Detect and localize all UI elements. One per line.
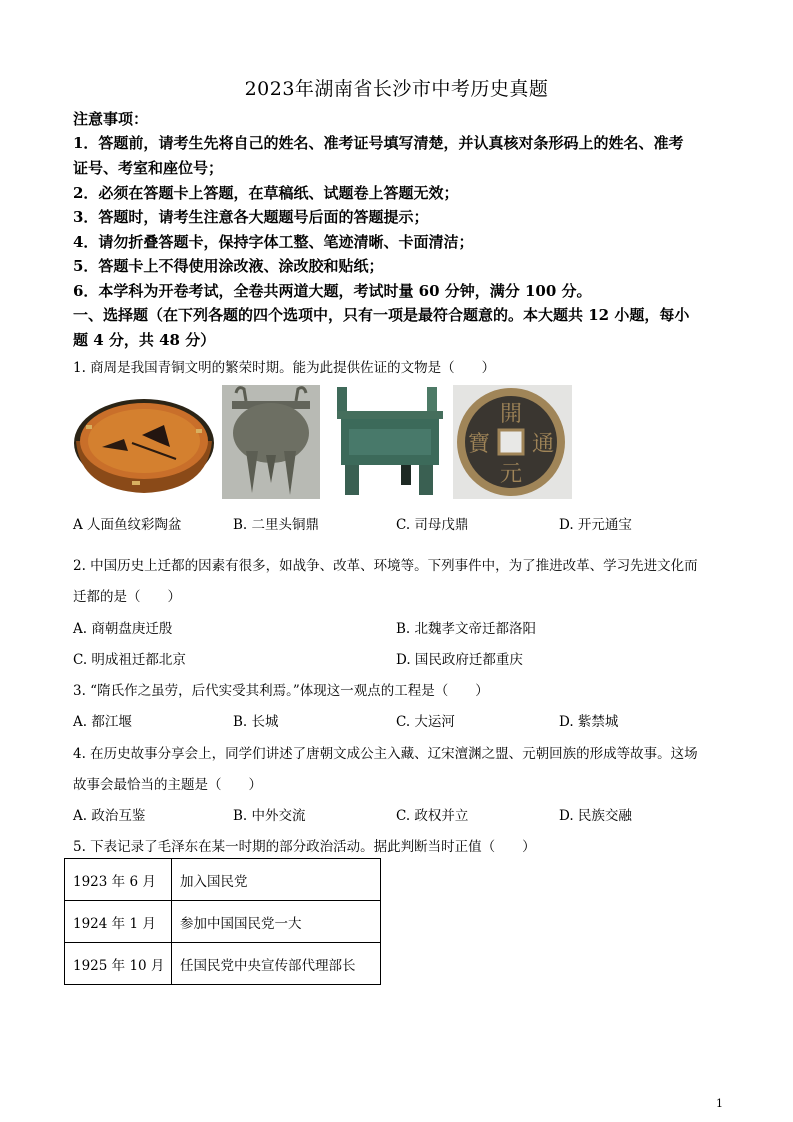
question-4-stem: 4. 在历史故事分享会上，同学们讲述了唐朝文成公主入藏、辽宋澶渊之盟、元朝回族的形成等故事。这场 <box>73 746 698 762</box>
table-cell-activity: 任国民党中央宣传部代理部长 <box>172 943 381 985</box>
q3-option-d[interactable]: D. 紫禁城 <box>559 714 619 730</box>
notice-item: 4．请勿折叠答题卡，保持字体工整、笔迹清晰、卡面清洁； <box>73 233 474 251</box>
table-row <box>65 901 381 943</box>
q1-option-b[interactable]: B. 二里头铜鼎 <box>233 517 320 533</box>
q2-option-b[interactable]: B. 北魏孝文帝迁都洛阳 <box>396 621 537 637</box>
q4-option-c[interactable]: C. 政权并立 <box>396 808 469 824</box>
table-cell-date: 1925 年 10 月 <box>65 943 172 985</box>
svg-text:寶: 寶 <box>467 432 491 457</box>
question-4-stem-cont: 故事会最恰当的主题是（ ） <box>73 777 262 793</box>
table-cell-activity: 参加中国国民党一大 <box>172 901 381 943</box>
q2-option-a[interactable]: A. 商朝盘庚迁殷 <box>73 621 173 637</box>
svg-text:通: 通 <box>531 432 555 457</box>
question-1-stem: 1. 商周是我国青铜文明的繁荣时期。能为此提供佐证的文物是（ ） <box>73 360 496 376</box>
q1-option-a[interactable]: A 人面鱼纹彩陶盆 <box>73 517 182 533</box>
q4-option-a[interactable]: A. 政治互鉴 <box>73 808 146 824</box>
section-heading-cont: 题 4 分，共 48 分） <box>73 331 216 349</box>
page-title: 2023年湖南省长沙市中考历史真题 <box>244 78 549 100</box>
kaiyuan-tongbao-image <box>453 385 572 499</box>
q2-option-d[interactable]: D. 国民政府迁都重庆 <box>396 652 523 668</box>
q3-option-a[interactable]: A. 都江堰 <box>73 714 132 730</box>
activity-table <box>64 858 381 985</box>
q2-option-c[interactable]: C. 明成祖迁都北京 <box>73 652 186 668</box>
q3-option-c[interactable]: C. 大运河 <box>396 714 455 730</box>
question-3-stem: 3. “隋氏作之虽劳，后代实受其利焉。”体现这一观点的工程是（ ） <box>73 683 489 699</box>
section-heading: 一、选择题（在下列各题的四个选项中，只有一项是最符合题意的。本大题共 12 小题，每小 <box>73 306 690 324</box>
notice-item: 1．答题前，请考生先将自己的姓名、准考证号填写清楚，并认真核对条形码上的姓名、准考 <box>73 134 684 152</box>
erlitou-ding-image <box>222 385 320 499</box>
notice-item: 3．答题时，请考生注意各大题题号后面的答题提示； <box>73 208 429 226</box>
table-cell-date: 1923 年 6 月 <box>65 859 172 901</box>
notice-item: 2．必须在答题卡上答题，在草稿纸、试题卷上答题无效； <box>73 184 459 202</box>
question-2-stem: 2. 中国历史上迁都的因素有很多，如战争、改革、环境等。下列事件中，为了推进改革、学习先进文化而 <box>73 558 698 574</box>
notice-item: 6．本学科为开卷考试，全卷共两道大题，考试时量 60 分钟，满分 100 分。 <box>73 282 592 300</box>
q1-option-c[interactable]: C. 司母戊鼎 <box>396 517 469 533</box>
q1-option-d[interactable]: D. 开元通宝 <box>559 517 632 533</box>
notice-item: 证号、考室和座位号； <box>73 159 224 177</box>
table-cell-date: 1924 年 1 月 <box>65 901 172 943</box>
svg-text:開: 開 <box>499 402 523 427</box>
table-cell-activity: 加入国民党 <box>172 859 381 901</box>
notice-heading: 注意事项： <box>73 110 149 128</box>
notice-item: 5．答题卡上不得使用涂改液、涂改胶和贴纸； <box>73 257 384 275</box>
painted-pottery-basin-image <box>72 385 217 499</box>
page-number: 1 <box>716 1097 723 1110</box>
simuwu-ding-image <box>331 385 447 499</box>
svg-text:元: 元 <box>499 462 523 487</box>
question-5-stem: 5. 下表记录了毛泽东在某一时期的部分政治活动。据此判断当时正值（ ） <box>73 839 536 855</box>
table-row <box>65 859 381 901</box>
table-row <box>65 943 381 985</box>
q4-option-b[interactable]: B. 中外交流 <box>233 808 306 824</box>
q4-option-d[interactable]: D. 民族交融 <box>559 808 632 824</box>
q3-option-b[interactable]: B. 长城 <box>233 714 279 730</box>
question-2-stem-cont: 迁都的是（ ） <box>73 589 181 605</box>
